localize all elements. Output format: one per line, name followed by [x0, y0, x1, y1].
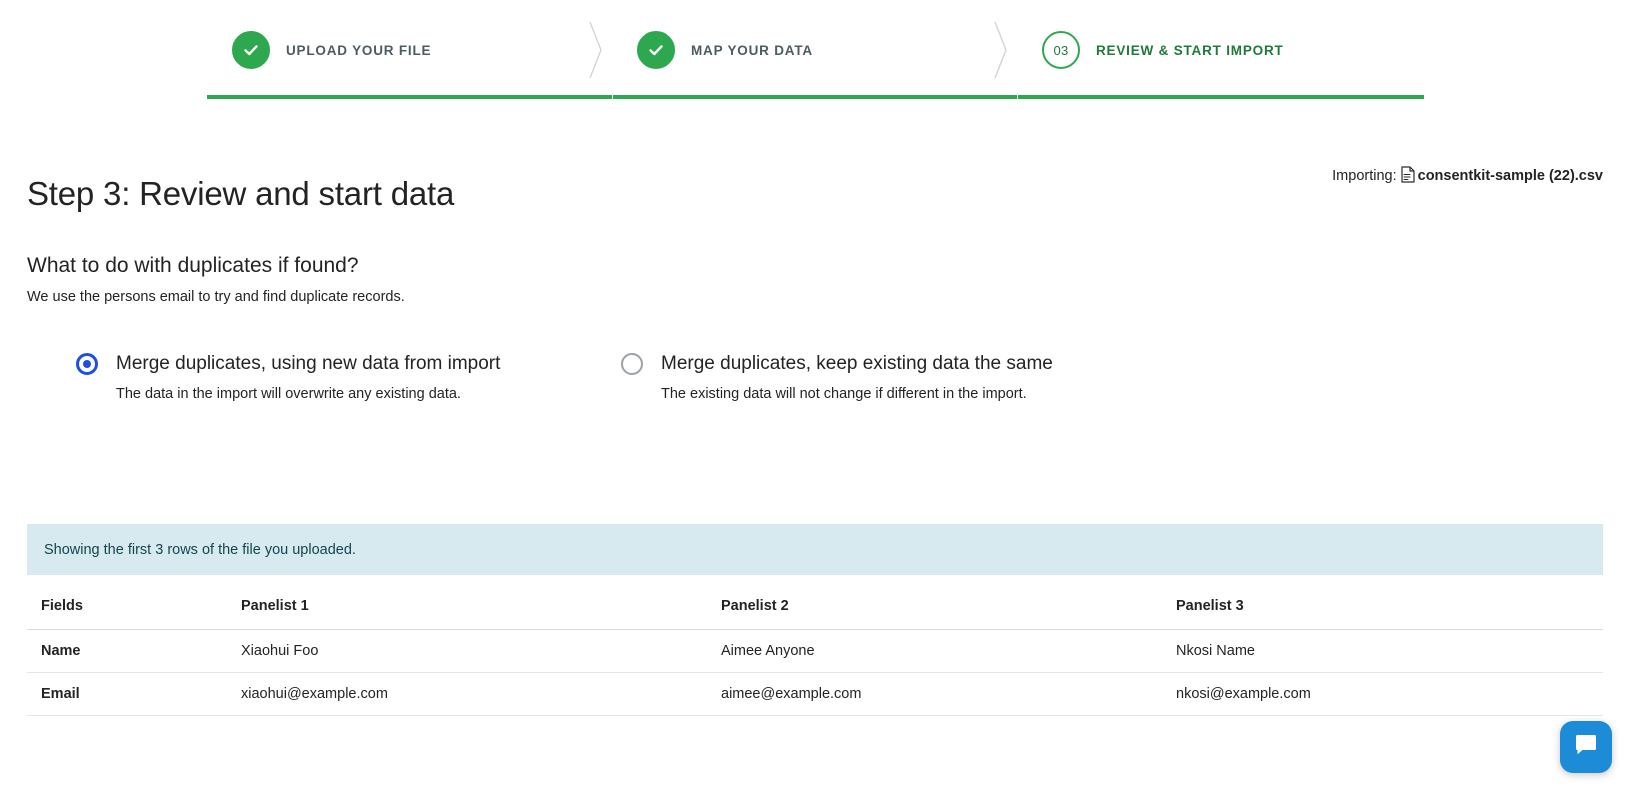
file-preview-table — [27, 598, 1603, 716]
step-2-label: MAP YOUR DATA — [691, 42, 813, 58]
column-header-panelist-1: Panelist 1 — [227, 598, 707, 630]
importing-file-name: consentkit-sample (22).csv — [1417, 168, 1603, 184]
duplicates-title: What to do with duplicates if found? — [27, 254, 359, 277]
step-3-label: REVIEW & START IMPORT — [1096, 42, 1284, 58]
cell-email-panelist-3: nkosi@example.com — [1162, 673, 1603, 716]
duplicates-section — [27, 254, 1603, 305]
csv-file-icon — [1401, 166, 1415, 187]
duplicates-subtitle: We use the persons email to try and find duplicate records. — [27, 289, 405, 305]
table-row — [27, 630, 1603, 673]
stepper-progress-bar — [207, 95, 1424, 99]
option-2-label: Merge duplicates, keep existing data the same — [661, 353, 1053, 374]
step-separator-2-icon — [994, 20, 1008, 80]
step-review-and-start-import[interactable] — [1017, 0, 1424, 100]
cell-email-panelist-1: xiaohui@example.com — [227, 673, 707, 716]
cell-name-panelist-3: Nkosi Name — [1162, 630, 1603, 673]
chat-bubble-icon — [1573, 732, 1599, 763]
preview-notice-banner — [27, 524, 1603, 575]
step-2-status-circle — [637, 31, 675, 69]
step-3-number: 03 — [1053, 42, 1069, 58]
step-separator-1-icon — [589, 20, 603, 80]
preview-notice-text: Showing the first 3 rows of the file you uploaded. — [44, 541, 356, 558]
option-merge-keep-existing[interactable] — [621, 353, 1053, 402]
importing-label: Importing: — [1332, 168, 1397, 184]
page-title: Step 3: Review and start data — [27, 175, 455, 213]
option-merge-use-new-data[interactable] — [76, 353, 500, 402]
step-upload-your-file[interactable] — [207, 0, 612, 100]
progress-stepper — [0, 0, 1630, 104]
radio-merge-keep-existing[interactable] — [621, 353, 643, 375]
cell-name-panelist-2: Aimee Anyone — [707, 630, 1162, 673]
chat-launcher-button[interactable] — [1560, 721, 1612, 773]
row-field-name: Name — [27, 630, 227, 673]
option-2-description: The existing data will not change if different in the import. — [661, 386, 1027, 402]
row-field-email: Email — [27, 673, 227, 716]
duplicate-options-group — [49, 353, 1630, 433]
main-content — [0, 104, 1630, 716]
column-header-fields: Fields — [27, 598, 227, 630]
cell-email-panelist-2: aimee@example.com — [707, 673, 1162, 716]
step-1-status-circle — [232, 31, 270, 69]
title-row — [27, 153, 1603, 213]
option-1-label: Merge duplicates, using new data from import — [116, 353, 501, 374]
importing-file-info — [1332, 166, 1603, 187]
column-header-panelist-2: Panelist 2 — [707, 598, 1162, 630]
step-3-status-circle — [1042, 31, 1080, 69]
column-header-panelist-3: Panelist 3 — [1162, 598, 1603, 630]
step-map-your-data[interactable] — [612, 0, 1017, 100]
table-row — [27, 673, 1603, 716]
table-header-row — [27, 598, 1603, 630]
radio-merge-use-new-data[interactable] — [76, 353, 98, 375]
cell-name-panelist-1: Xiaohui Foo — [227, 630, 707, 673]
option-1-description: The data in the import will overwrite any existing data. — [116, 386, 461, 402]
step-1-label: UPLOAD YOUR FILE — [286, 42, 432, 58]
